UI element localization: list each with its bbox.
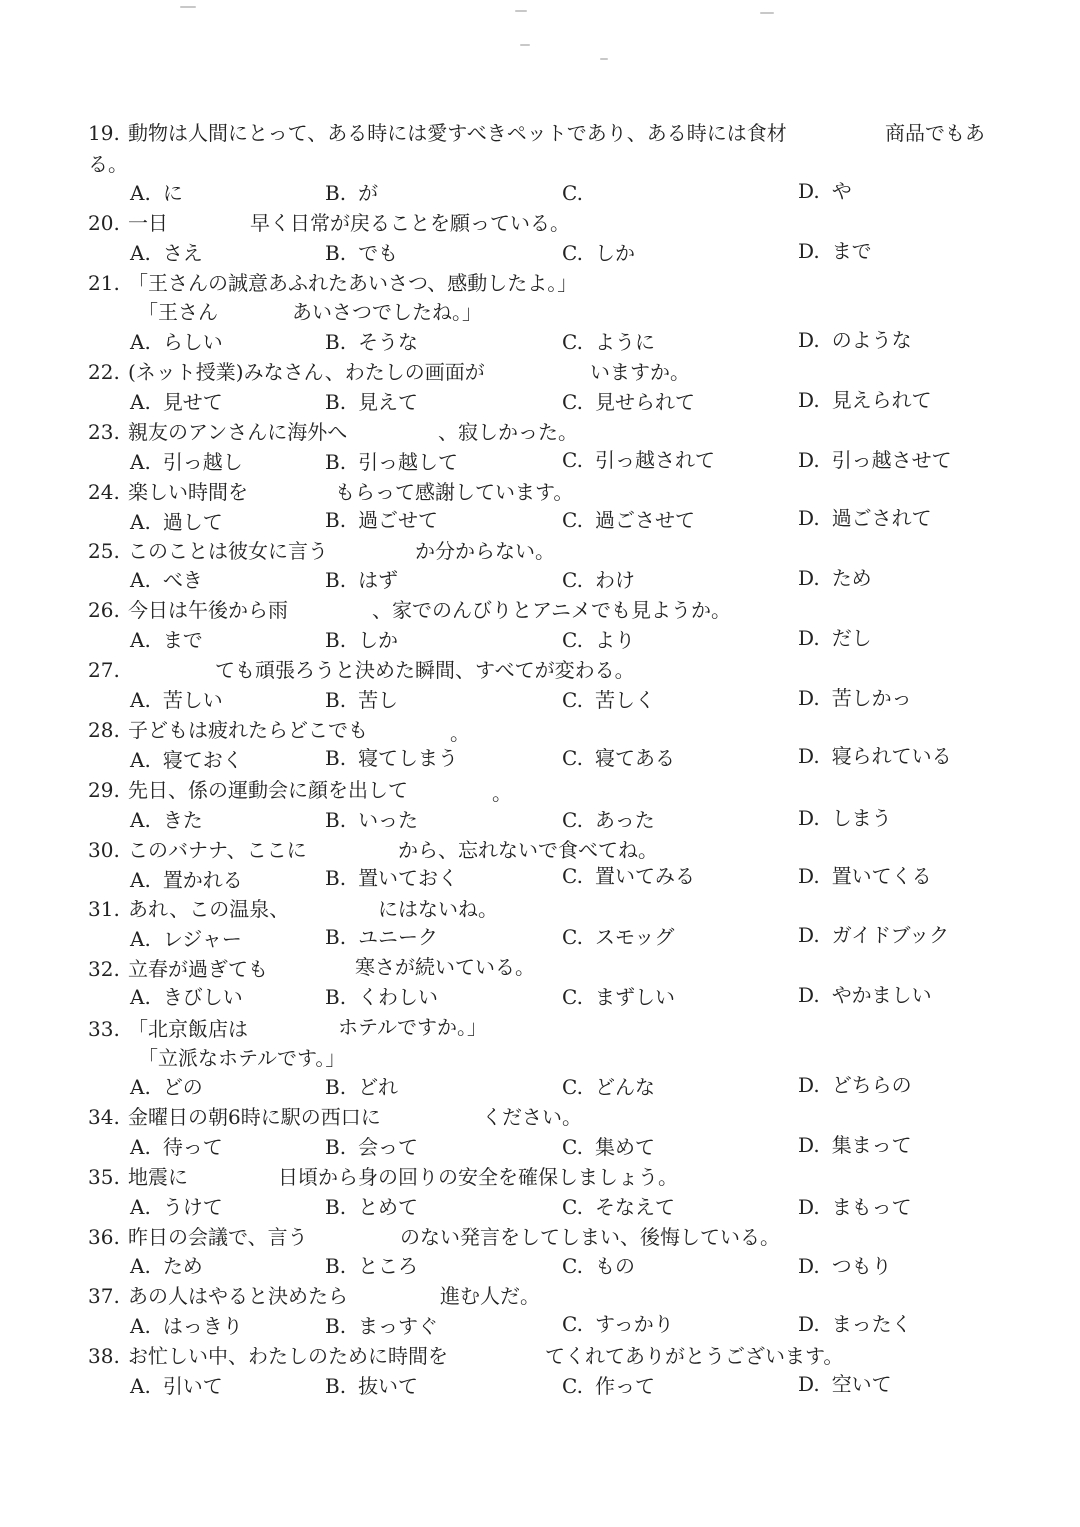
question-stem: 立春が過ぎても [128,957,268,981]
question-stem: 寒さが続いている。 [355,955,535,979]
option-c[interactable]: C. 作って [562,1374,655,1398]
option-a[interactable]: A. まで [130,628,203,652]
option-c[interactable]: C. 置いてみる [562,864,695,888]
question-stem: 「王さんの誠意あふれたあいさつ、感動したよ。」 [128,271,578,295]
question-stem: 親友のアンさんに海外へ [128,420,348,444]
question-stem: にはないね。 [378,897,498,921]
option-d[interactable]: D. つもり [798,1254,892,1278]
option-d[interactable]: D. しまう [798,806,892,830]
question-number: 20. [88,211,120,235]
question-number: 33. [88,1017,120,1041]
option-d[interactable]: D. 空いて [798,1372,892,1396]
option-a[interactable]: A. 待って [130,1135,223,1159]
question-number: 21. [88,271,120,295]
question-stem: 金曜日の朝6時に駅の西口に [128,1105,381,1129]
option-d[interactable]: D. のような [798,328,912,352]
scan-speck [515,10,527,12]
question-number: 24. [88,480,120,504]
option-d[interactable]: D. ガイドブック [798,923,950,947]
option-a[interactable]: A. 引っ越し [130,450,243,474]
option-b[interactable]: B. 置いておく [325,866,459,890]
question-stem: (ネット授業)みなさん、わたしの画面が [128,360,485,384]
option-a[interactable]: A. 見せて [130,390,223,414]
option-c[interactable]: C. スモッグ [562,925,675,949]
question-stem: 楽しい時間を [128,480,248,504]
option-b[interactable]: B. ユニーク [325,925,439,949]
question-number: 34. [88,1105,120,1129]
question-stem: 日頃から身の回りの安全を確保しましょう。 [278,1165,678,1189]
question-stem: のない発言をしてしまい、後悔している。 [400,1225,780,1249]
option-c[interactable]: C. あった [562,808,655,832]
question-number: 28. [88,718,120,742]
option-c[interactable]: C. 集めて [562,1135,655,1159]
option-a[interactable]: A. さえ [130,241,203,265]
option-d[interactable]: D. どちらの [798,1073,912,1097]
question-stem: あの人はやると決めたら [128,1284,348,1308]
question-stem: 進む人だ。 [440,1284,540,1308]
question-stem: 今日は午後から雨 [128,598,288,622]
question-number: 25. [88,539,120,563]
option-b[interactable]: B. ところ [325,1254,419,1278]
option-b[interactable]: B. はず [325,568,399,592]
option-b[interactable]: B. 引っ越して [325,450,459,474]
option-a[interactable]: A. うけて [130,1195,223,1219]
question-stem: 先日、係の運動会に顔を出して [128,778,408,802]
question-stem: 「北京飯店は [128,1017,248,1041]
scan-speck [520,44,530,46]
question-number: 29. [88,778,120,802]
option-d[interactable]: D. まで [798,239,872,263]
option-b[interactable]: B. そうな [325,330,419,354]
scan-speck [760,12,774,14]
option-b[interactable]: B. でも [325,241,399,265]
option-d[interactable]: D. 引っ越させて [798,448,952,472]
question-stem: このバナナ、ここに [128,838,307,862]
question-number: 26. [88,598,120,622]
option-b[interactable]: B. いった [325,808,419,832]
question-stem: てくれてありがとうございます。 [545,1344,844,1368]
question-stem: 。 [450,721,470,745]
option-a[interactable]: A. 苦しい [130,688,223,712]
option-d[interactable]: D. まもって [798,1195,912,1219]
question-stem: ください。 [482,1105,582,1129]
option-b[interactable]: B. くわしい [325,985,439,1009]
option-b[interactable]: B. どれ [325,1075,399,1099]
option-d[interactable]: D. 過ごされて [798,506,932,530]
question-stem: 昨日の会議で、言う [128,1225,308,1249]
option-b[interactable]: B. が [325,181,379,205]
question-stem: あれ、この温泉、 [128,897,290,921]
option-a[interactable]: A. らしい [130,330,223,354]
option-d[interactable]: D. や [798,179,852,203]
question-number: 32. [88,957,120,981]
question-stem: お忙しい中、わたしのために時間を [128,1344,448,1368]
option-b[interactable]: B. 会って [325,1135,419,1159]
question-stem: 早く日常が戻ることを願っている。 [250,211,570,235]
question-stem: 、寂しかった。 [438,420,578,444]
option-d[interactable]: D. 苦しかっ [798,686,912,710]
option-b[interactable]: B. 見えて [325,390,419,414]
option-b[interactable]: B. しか [325,628,399,652]
question-number: 22. [88,360,120,384]
question-number: 37. [88,1284,120,1308]
question-stem: このことは彼女に言う [128,539,328,563]
option-d[interactable]: D. 集まって [798,1133,912,1157]
option-c[interactable]: C. 引っ越されて [562,448,715,472]
scan-speck [600,58,608,60]
option-c[interactable]: C. まずしい [562,985,675,1009]
option-a[interactable]: A. 寝ておく [130,748,243,772]
scan-speck [180,6,196,8]
question-reply: 「王さん [138,300,218,324]
question-number: 38. [88,1344,120,1368]
question-stem: 、家でのんびりとアニメでも見ようか。 [372,598,731,622]
question-stem: ホテルですか。」 [338,1015,487,1039]
option-a[interactable]: A. 過して [130,510,223,534]
option-c[interactable]: C. どんな [562,1075,655,1099]
question-number: 36. [88,1225,120,1249]
option-c[interactable]: C. すっかり [562,1312,674,1336]
question-number: 30. [88,838,120,862]
option-c[interactable]: C. 寝てある [562,746,675,770]
option-c[interactable]: C. もの [562,1254,635,1278]
option-c[interactable]: C. そなえて [562,1195,675,1219]
option-d[interactable]: D. 見えられて [798,388,932,412]
question-number: 31. [88,897,120,921]
option-a[interactable]: A. に [130,181,183,205]
option-d[interactable]: D. ため [798,566,872,590]
option-b[interactable]: B. まっすぐ [325,1314,439,1338]
option-d[interactable]: D. 寝られている [798,744,952,768]
question-number: 23. [88,420,120,444]
option-c[interactable]: C. ように [562,330,655,354]
question-number: 35. [88,1165,120,1189]
question-reply: あいさつでしたね。」 [292,300,482,324]
option-a[interactable]: A. べき [130,568,203,592]
option-a[interactable]: A. きた [130,808,203,832]
question-stem: 地震に [128,1165,188,1189]
option-d[interactable]: D. やかましい [798,983,932,1007]
question-stem: 一日 [128,211,168,235]
option-d[interactable]: D. まったく [798,1312,912,1336]
option-c[interactable]: C. しか [562,241,635,265]
question-stem: 商品でもあ [885,121,985,145]
option-b[interactable]: B. とめて [325,1195,419,1219]
option-c[interactable]: C. 見せられて [562,390,695,414]
option-b[interactable]: B. 苦し [325,688,399,712]
option-c[interactable]: C. 苦しく [562,688,655,712]
option-c[interactable]: C. [562,181,583,205]
question-stem-continued: る。 [88,152,128,176]
option-d[interactable]: D. だし [798,626,872,650]
option-b[interactable]: B. 過ごせて [325,508,439,532]
question-stem: か分からない。 [415,539,555,563]
option-a[interactable]: A. きびしい [130,985,243,1009]
question-stem: 子どもは疲れたらどこでも [128,718,368,742]
question-number: 27. [88,658,120,682]
option-d[interactable]: D. 置いてくる [798,864,932,888]
question-stem: いますか。 [590,360,690,384]
question-stem: 。 [492,781,512,805]
option-a[interactable]: A. どの [130,1075,203,1099]
option-a[interactable]: A. レジャー [130,927,242,951]
question-stem: ても頑張ろうと決めた瞬間、すべてが変わる。 [215,658,635,682]
question-reply: 「立派なホテルです。」 [138,1046,346,1070]
option-c[interactable]: C. 過ごさせて [562,508,695,532]
option-c[interactable]: C. より [562,628,635,652]
option-a[interactable]: A. 置かれる [130,868,243,892]
option-c[interactable]: C. わけ [562,568,635,592]
question-number: 19. [88,121,120,145]
option-b[interactable]: B. 抜いて [325,1374,419,1398]
option-a[interactable]: A. はっきり [130,1314,243,1338]
question-stem: 動物は人間にとって、ある時には愛すべきペットであり、ある時には食材 [128,121,787,145]
question-stem: から、忘れないで食べてね。 [398,838,658,862]
option-a[interactable]: A. 引いて [130,1374,223,1398]
option-a[interactable]: A. ため [130,1254,203,1278]
question-stem: もらって感謝しています。 [335,480,574,504]
option-b[interactable]: B. 寝てしまう [325,746,459,770]
